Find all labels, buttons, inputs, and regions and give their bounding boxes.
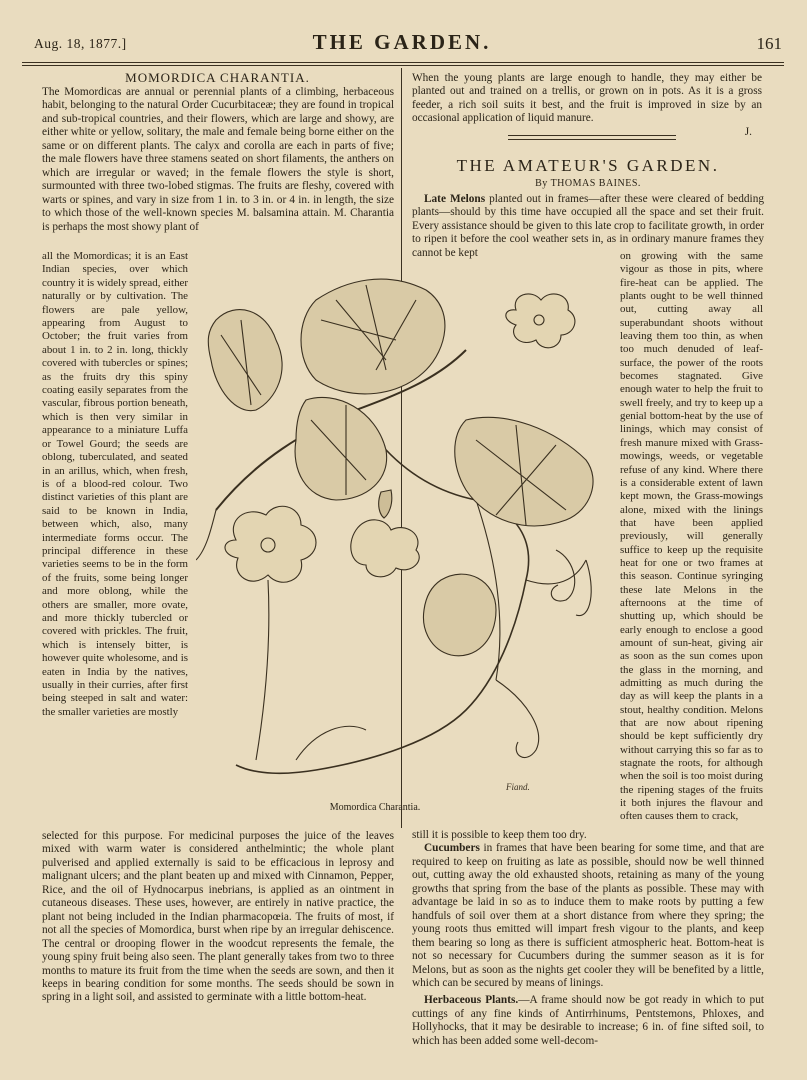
melons-narrow-paragraph: on growing with the same vigour as those in pits, where fire-heat can be applied. The plants ought to be well thinned out, cutting away all superabundant shoots without leaving them too thin, as when too much denuded of leaf-surface, the power of the roots becomes stagnated. Give enough water to help the fruit to swell freely, and try to keep up a genial bottom-heat by the use of linings, which may consist of fresh manure mixed with Grass-mowings, weeds, or vegetable refuse of any kind. Where there is a considerable extent of lawn kept mown, the Grass-mowings alone, mixed with the linings that have been applied previously, will generally suffice to keep up the requisite heat for one or two frames at this season. Continue syringing these late Melons in the afternoons at the time of shutting up, which should be early enough to enclose a good amount of sun-heat, giving air as soon as the sun comes upon the glass in the morning, and admitting as much during the day as will keep the plants in a stout, healthy condition. Melons that are now about ripening should be kept sufficiently dry without carrying this so far as to stagnate the roots, for although when the soil is too moist during the ripening stages of the fruits it both injures the flavour and often causes them to crack, [620, 250, 763, 823]
momordica-narrow-paragraph: all the Momordicas; it is an East Indian species, over which country it is widely spread, either naturally or by cultivation. The flowers are pale yellow, appearing from August to October; the fruit varies from about 1 in. to 2 in. long, thickly covered with tubercles or spines; as the fruits dry this spiny coating easily separates from the vascular, fibrous portion beneath, which is then very similar in appearance to a miniature Luffa or Towel Gourd; the seeds are oblong, tuberculated, and seated in an arillus, which, when fresh, is of a blood-red colour. Two distinct varieties of this plant are said to be known in India, between which, also, many intermediate forms occur. The principal difference in these varieties seems to be in the form of the fruits, some being longer and more oblong, while the others are smaller, more ovate, and more thickly tubercled or covered with prickles. The fruit, which is intensely bitter, is however quite wholesome, and is eaten in India by the natives, usually in their curries, after first being steeped in salt and water: the smaller varieties are mostly [42, 250, 188, 718]
melons-narrow-column [620, 250, 763, 824]
right-top-text [412, 72, 762, 139]
herbaceous-paragraph: —A frame should now be got ready in which to put cuttings of any fine kinds of Antirrhinums, Pentstemons, Phloxes, and Hollyhocks, that it may be desirable to increase; 6 in. of fine sifted soil, to which has been added some well-decom- [412, 994, 764, 1047]
right-top-signature: J. [744, 125, 752, 138]
section-separator-thin [508, 139, 676, 140]
right-top-paragraph: When the young plants are large enough to handle, they may either be planted out and trained on a trellis, or grown on in pots. As it is a gross feeder, a rich soil suits it best, and the fruit is improved in size by an occasional application of liquid manure. [412, 72, 762, 125]
figure-caption: Momordica Charantia. [329, 802, 421, 813]
melons-lead: Late Melons [424, 193, 486, 205]
page-header [22, 30, 782, 58]
page-number: 161 [756, 34, 782, 53]
artist-signature: Fiand. [506, 782, 530, 792]
amateur-garden-heading: THE AMATEUR'S GARDEN. [456, 156, 720, 175]
momordica-bottom-text [42, 830, 394, 1005]
article-heading-momordica: MOMORDICA CHARANTIA. [125, 70, 310, 85]
momordica-intro-paragraph: The Momordicas are annual or perennial plants of a climbing, herbaceous habit, belonging to the natural Order Cucurbitaceæ; they are found in tropical and sub-tropical countries, and their flowers, which are large and showy, are either white or yellow, solitary, the male and female being borne either on the same or on different plants. The calyx and corolla are each in parts of five; the male flowers have three stamens seated on short filaments, the anthers on which are irregular or waved; in the female flowers the style is short, surmounted with three two-lobed stigmas. The fruits are fleshy, covered with warts or spines, and vary in size from 1 in. to 3 in. or 4 in. in length, the size to which those of the well-known species M. balsamina attain. M. Charantia is perhaps the most showy plant of [42, 86, 394, 233]
journal-title: THE GARDEN. [312, 30, 492, 54]
issue-date: Aug. 18, 1877.] [34, 36, 127, 51]
melons-end: still it is possible to keep them too dry. [412, 829, 587, 841]
botanical-engraving-icon [196, 260, 614, 800]
momordica-intro-text [42, 86, 394, 234]
header-rule-thin [22, 65, 784, 66]
cucumbers-text [412, 829, 764, 1048]
momordica-narrow-column [42, 250, 188, 719]
momordica-bottom-paragraph: selected for this purpose. For medicinal purposes the juice of the leaves mixed with warm water is considered anthelmintic; the whole plant pulverised and applied externally is said to be efficacious in leprosy and malignant ulcers; and the plant beaten up and mixed with Cinnamon, Pepper, Rice, and the oil of Hydnocarpus inebrians, is applied as an ointment in cutaneous diseases. These uses, however, are entirely in native practice, the plant not being included in the Indian pharmacopœia. The fruits of most, if not all the species of Momordica, burst when ripe by an irregular dehiscence. The central or drooping flower in the woodcut represents the female, the young spiny fruit being also seen. The plant generally takes from two to three months to mature its fruit from the time when the seeds are sown, and then it keeps in bearing condition for some months. The seeds should be sown in spring in a light soil, and assisted to germinate with a little bottom-heat. [42, 830, 394, 1004]
herbaceous-lead: Herbaceous Plants. [424, 994, 519, 1007]
byline: By THOMAS BAINES. [535, 178, 641, 189]
section-separator [508, 135, 676, 136]
cucumbers-paragraph: in frames that have been bearing for some time, and that are required to keep on fruiting as late as possible, should now be well thinned out, cutting away the old exhausted shoots, retaining as many of the young growths that spring from the base of the plants as possible. These may with advantage be laid in so as to induce them to make roots by putting a few handfuls of soil over them at a short distance from where they spring; the young roots thus emitted will impart fresh vigour to the plants, and keep them bearing so long as there is sufficient atmospheric heat. Bottom-heat is not so necessary for Cucumbers during the summer season as it is for Melons, but as soon as the nights get cooler they will be benefited by a little, which can be secured by means of linings. [412, 842, 765, 989]
header-rule [22, 62, 784, 63]
melons-paragraph: planted out in frames—after these were cleared of bedding plants—should by this time have occupied all the space and set their fruit. Every assistance should be given to this late crop to facilitate growth, in order to ripen it before the cool weather sets in, as in ordinary manure frames they cannot be kept [412, 193, 764, 259]
cucumbers-lead: Cucumbers [424, 842, 480, 855]
